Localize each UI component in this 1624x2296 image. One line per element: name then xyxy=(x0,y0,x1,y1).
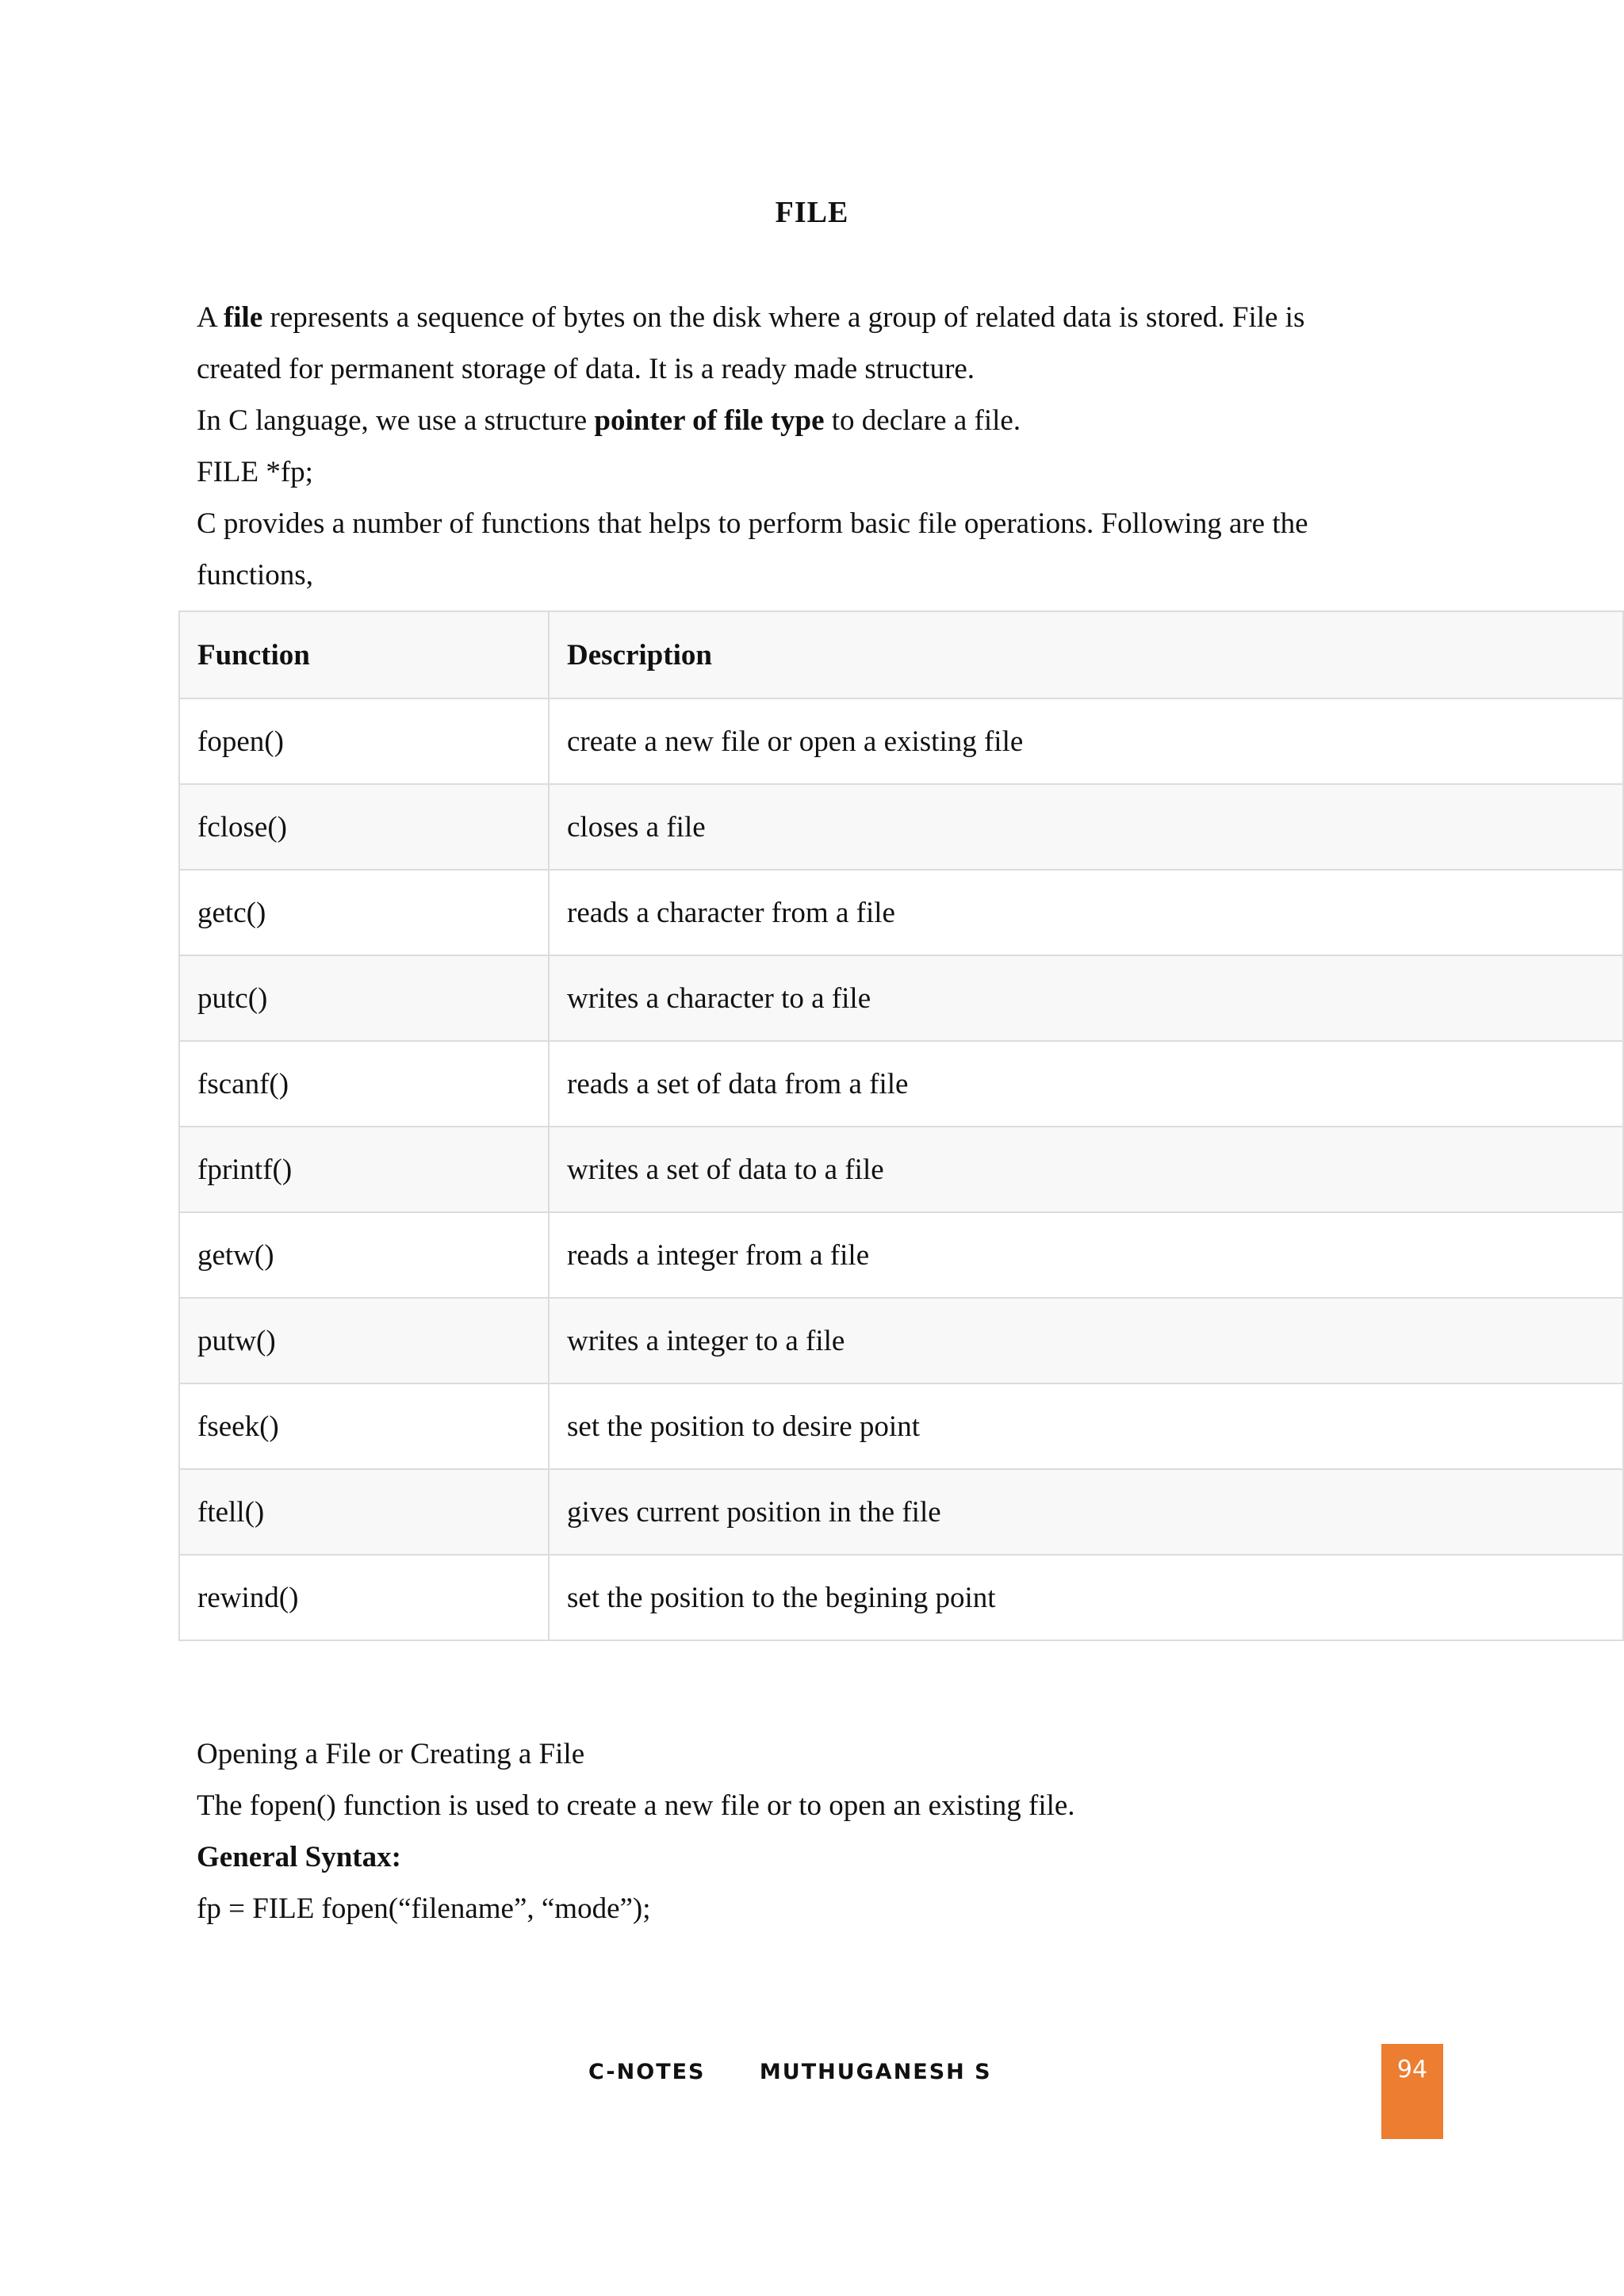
intro-line-2-bold: pointer of file type xyxy=(594,404,825,437)
description-cell: writes a integer to a file xyxy=(549,1298,1623,1383)
table-row xyxy=(179,1555,1623,1640)
opening-file-section xyxy=(197,1728,1354,1934)
description-cell: writes a character to a file xyxy=(549,955,1623,1041)
syntax-label: General Syntax: xyxy=(197,1841,401,1873)
description-cell: closes a file xyxy=(549,784,1623,870)
function-cell: fprintf() xyxy=(179,1127,549,1212)
syntax-code: fp = FILE fopen(“filename”, “mode”); xyxy=(197,1892,651,1925)
function-cell: getc() xyxy=(179,870,549,955)
header-function: Function xyxy=(179,611,549,698)
footer-left: C-NOTES xyxy=(588,2060,706,2084)
table-row xyxy=(179,1212,1623,1298)
function-cell: getw() xyxy=(179,1212,549,1298)
intro-line-2-pre: In C language, we use a structure xyxy=(197,404,595,437)
intro-line-1-pre: A xyxy=(197,301,224,334)
section-heading: Opening a File or Creating a File xyxy=(197,1738,585,1770)
table-row xyxy=(179,955,1623,1041)
intro-line-3: FILE *fp; xyxy=(197,456,313,488)
table-row xyxy=(179,1127,1623,1212)
description-cell: set the position to desire point xyxy=(549,1383,1623,1469)
function-cell: ftell() xyxy=(179,1469,549,1555)
footer-text xyxy=(588,2060,992,2084)
intro-line-1-post: represents a sequence of bytes on the disk where a group of related data is stored. File is created for permanent storage of data. It is a ready made structure. xyxy=(197,301,1305,385)
description-cell: writes a set of data to a file xyxy=(549,1127,1623,1212)
description-cell: reads a integer from a file xyxy=(549,1212,1623,1298)
description-cell: reads a set of data from a file xyxy=(549,1041,1623,1127)
description-cell: reads a character from a file xyxy=(549,870,1623,955)
intro-line-4: C provides a number of functions that helps to perform basic file operations. Following are the functions, xyxy=(197,507,1308,591)
function-cell: putc() xyxy=(179,955,549,1041)
table-row xyxy=(179,1041,1623,1127)
function-cell: rewind() xyxy=(179,1555,549,1640)
page-title: FILE xyxy=(775,196,849,229)
intro-paragraph xyxy=(197,292,1354,601)
section-description: The fopen() function is used to create a new file or to open an existing file. xyxy=(197,1789,1075,1822)
table-row xyxy=(179,1383,1623,1469)
intro-line-1-bold: file xyxy=(223,301,263,334)
description-cell: create a new file or open a existing file xyxy=(549,698,1623,784)
functions-table xyxy=(178,610,1624,1641)
description-cell: gives current position in the file xyxy=(549,1469,1623,1555)
function-cell: fclose() xyxy=(179,784,549,870)
function-cell: putw() xyxy=(179,1298,549,1383)
table-row xyxy=(179,698,1623,784)
footer-right: MUTHUGANESH S xyxy=(759,2060,992,2084)
intro-line-2 xyxy=(197,395,1354,446)
header-description: Description xyxy=(549,611,1623,698)
function-cell: fopen() xyxy=(179,698,549,784)
intro-line-1 xyxy=(197,292,1354,395)
description-cell: set the position to the begining point xyxy=(549,1555,1623,1640)
function-cell: fscanf() xyxy=(179,1041,549,1127)
table-row xyxy=(179,784,1623,870)
table-row xyxy=(179,1298,1623,1383)
intro-line-2-post: to declare a file. xyxy=(824,404,1021,437)
table-header-row xyxy=(179,611,1623,698)
function-cell: fseek() xyxy=(179,1383,549,1469)
table-row xyxy=(179,1469,1623,1555)
page-number-badge: 94 xyxy=(1381,2044,1443,2139)
table-row xyxy=(179,870,1623,955)
